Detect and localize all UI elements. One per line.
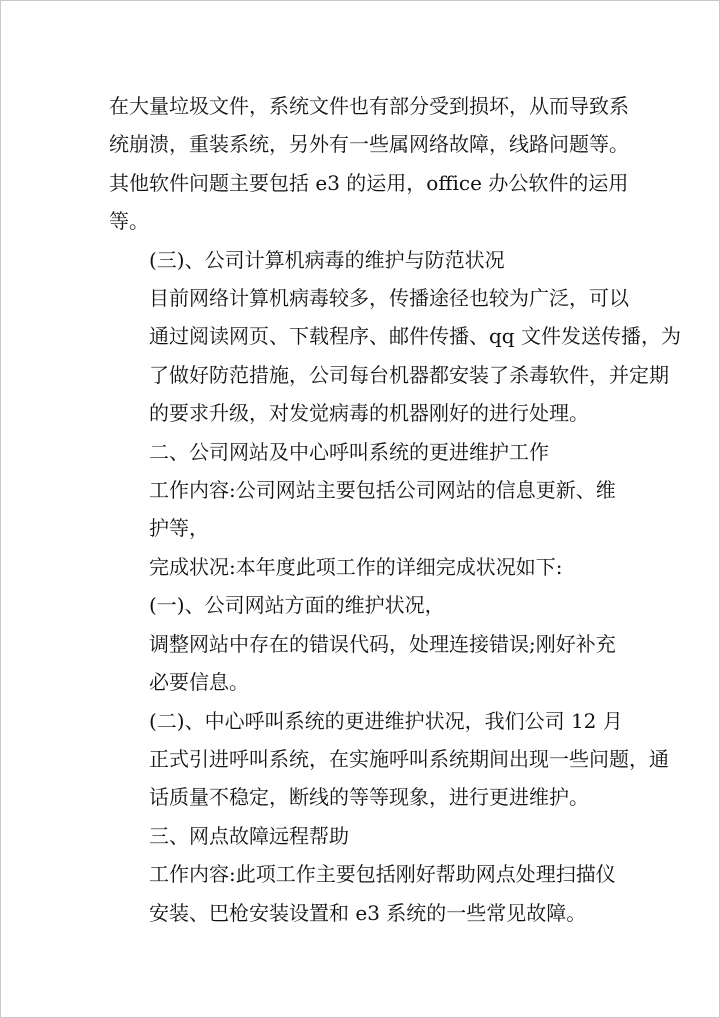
text-line: (二)、中心呼叫系统的更进维护状况，我们公司 12 月 [149, 708, 623, 733]
paragraph [109, 855, 619, 932]
text-line: 等。 [109, 209, 149, 234]
paragraph [109, 817, 619, 855]
text-line: 话质量不稳定，断线的等等现象，进行更进维护。 [149, 785, 589, 810]
text-line: (三)、公司计算机病毒的维护与防范状况 [149, 247, 505, 272]
text-line: 安装、巴枪安装设置和 e3 系统的一些常见故障。 [149, 900, 587, 925]
text-line: 工作内容:此项工作主要包括刚好帮助网点处理扫描仪 [149, 862, 616, 887]
text-line: 目前网络计算机病毒较多，传播途径也较为广泛，可以 [149, 286, 629, 311]
paragraph [109, 702, 669, 817]
text-line: 护等， [149, 516, 209, 541]
text-line: 统崩溃，重装系统，另外有一些属网络故障，线路问题等。 [109, 132, 629, 157]
text-line: 二、公司网站及中心呼叫系统的更进维护工作 [149, 439, 549, 464]
paragraph [109, 87, 629, 241]
text-line: 的要求升级，对发觉病毒的机器刚好的进行处理。 [149, 401, 589, 426]
text-line: 正式引进呼叫系统，在实施呼叫系统期间出现一些问题，通 [149, 746, 669, 771]
text-line: (一)、公司网站方面的维护状况， [149, 593, 445, 618]
paragraph [109, 586, 619, 624]
paragraph [109, 241, 619, 279]
text-line: 通过阅读网页、下载程序、邮件传播、qq 文件发送传播，为 [149, 324, 681, 349]
text-line: 完成状况:本年度此项工作的详细完成状况如下: [149, 554, 563, 579]
paragraph [109, 471, 619, 548]
paragraph [109, 279, 681, 433]
text-line: 三、网点故障远程帮助 [149, 823, 349, 848]
text-line: 必要信息。 [149, 670, 249, 695]
text-line: 其他软件问题主要包括 e3 的运用，office 办公软件的运用 [109, 170, 629, 195]
document-body [109, 87, 681, 932]
text-line: 工作内容:公司网站主要包括公司网站的信息更新、维 [149, 478, 616, 503]
text-line: 在大量垃圾文件，系统文件也有部分受到损坏，从而导致系 [109, 94, 629, 118]
text-line: 调整网站中存在的错误代码，处理连接错误;刚好补充 [149, 631, 616, 656]
paragraph [109, 433, 619, 471]
text-line: 了做好防范措施，公司每台机器都安装了杀毒软件，并定期 [149, 362, 669, 387]
paragraph [109, 548, 619, 586]
paragraph [109, 625, 619, 702]
